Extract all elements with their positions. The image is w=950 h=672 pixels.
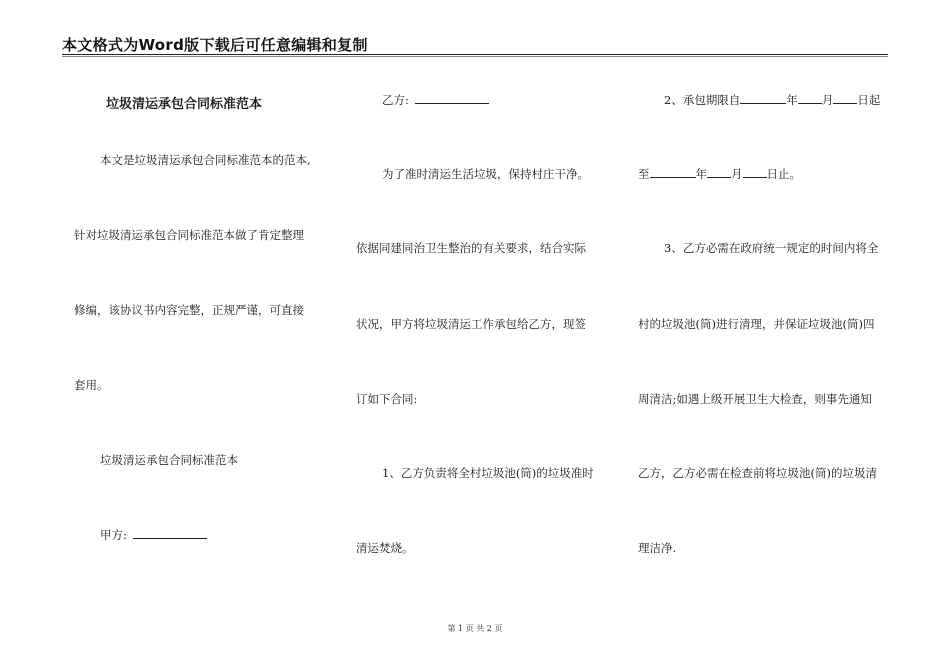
paragraph-line: 理洁净. (638, 541, 677, 555)
day-blank (743, 167, 767, 178)
clause-3: 3、乙方必需在政府统一规定的时间内将全 (664, 241, 879, 255)
header-note: 本文格式为Word版下载后可任意编辑和复制 (62, 36, 368, 54)
paragraph-line: 针对垃圾清运承包合同标准范本做了肯定整理 (74, 228, 304, 242)
page-number: 第 1 页 共 2 页 (447, 624, 503, 633)
month-blank (707, 167, 731, 178)
paragraph-line: 周清洁;如遇上级开展卫生大检查，则事先通知 (638, 392, 872, 406)
header-divider (62, 54, 888, 55)
day-blank (833, 93, 857, 104)
to-prefix: 至 (638, 167, 650, 181)
party-a-label: 甲方: (100, 528, 127, 542)
year-blank (740, 93, 786, 104)
clause-2-term-start (638, 93, 880, 107)
paragraph-line: 清运焚烧。 (356, 541, 414, 555)
paragraph-line: 套用。 (74, 378, 109, 392)
year-label: 年 (786, 93, 798, 107)
month-blank (798, 93, 822, 104)
month-label: 月 (821, 93, 834, 107)
paragraph-line: 依据同建同治卫生整治的有关要求，结合实际 (356, 241, 586, 255)
party-b-line (356, 93, 489, 107)
party-a-line (74, 528, 207, 542)
party-b-label: 乙方: (382, 93, 409, 107)
party-a-blank (133, 528, 207, 539)
document-title: 垃圾清运承包合同标准范本 (106, 97, 263, 112)
paragraph-line: 订如下合同: (356, 392, 418, 406)
paragraph-line: 修编，该协议书内容完整，正规严谨，可直接 (74, 303, 304, 317)
year-blank (650, 167, 696, 178)
section-heading: 垃圾清运承包合同标准范本 (100, 453, 238, 467)
clause-1: 1、乙方负责将全村垃圾池(筒)的垃圾准时 (382, 466, 594, 480)
paragraph-line: 为了准时清运生活垃圾，保持村庄干净。 (382, 167, 589, 181)
day-from-label: 日起 (857, 93, 881, 107)
paragraph-line: 乙方，乙方必需在检查前将垃圾池(筒)的垃圾清 (638, 466, 877, 480)
term-prefix: 2、承包期限自 (664, 93, 741, 107)
party-b-blank (415, 93, 489, 104)
month-label: 月 (731, 167, 743, 181)
day-to-label: 日止。 (766, 167, 801, 181)
year-label: 年 (695, 167, 707, 181)
clause-2-term-end (638, 167, 801, 181)
header-divider-secondary (62, 56, 888, 57)
paragraph-line: 村的垃圾池(筒)进行清理，并保证垃圾池(筒)四 (638, 317, 875, 331)
paragraph-line: 本文是垃圾清运承包合同标准范本的范本, (100, 153, 311, 167)
paragraph-line: 状况，甲方将垃圾清运工作承包给乙方，现签 (356, 317, 586, 331)
